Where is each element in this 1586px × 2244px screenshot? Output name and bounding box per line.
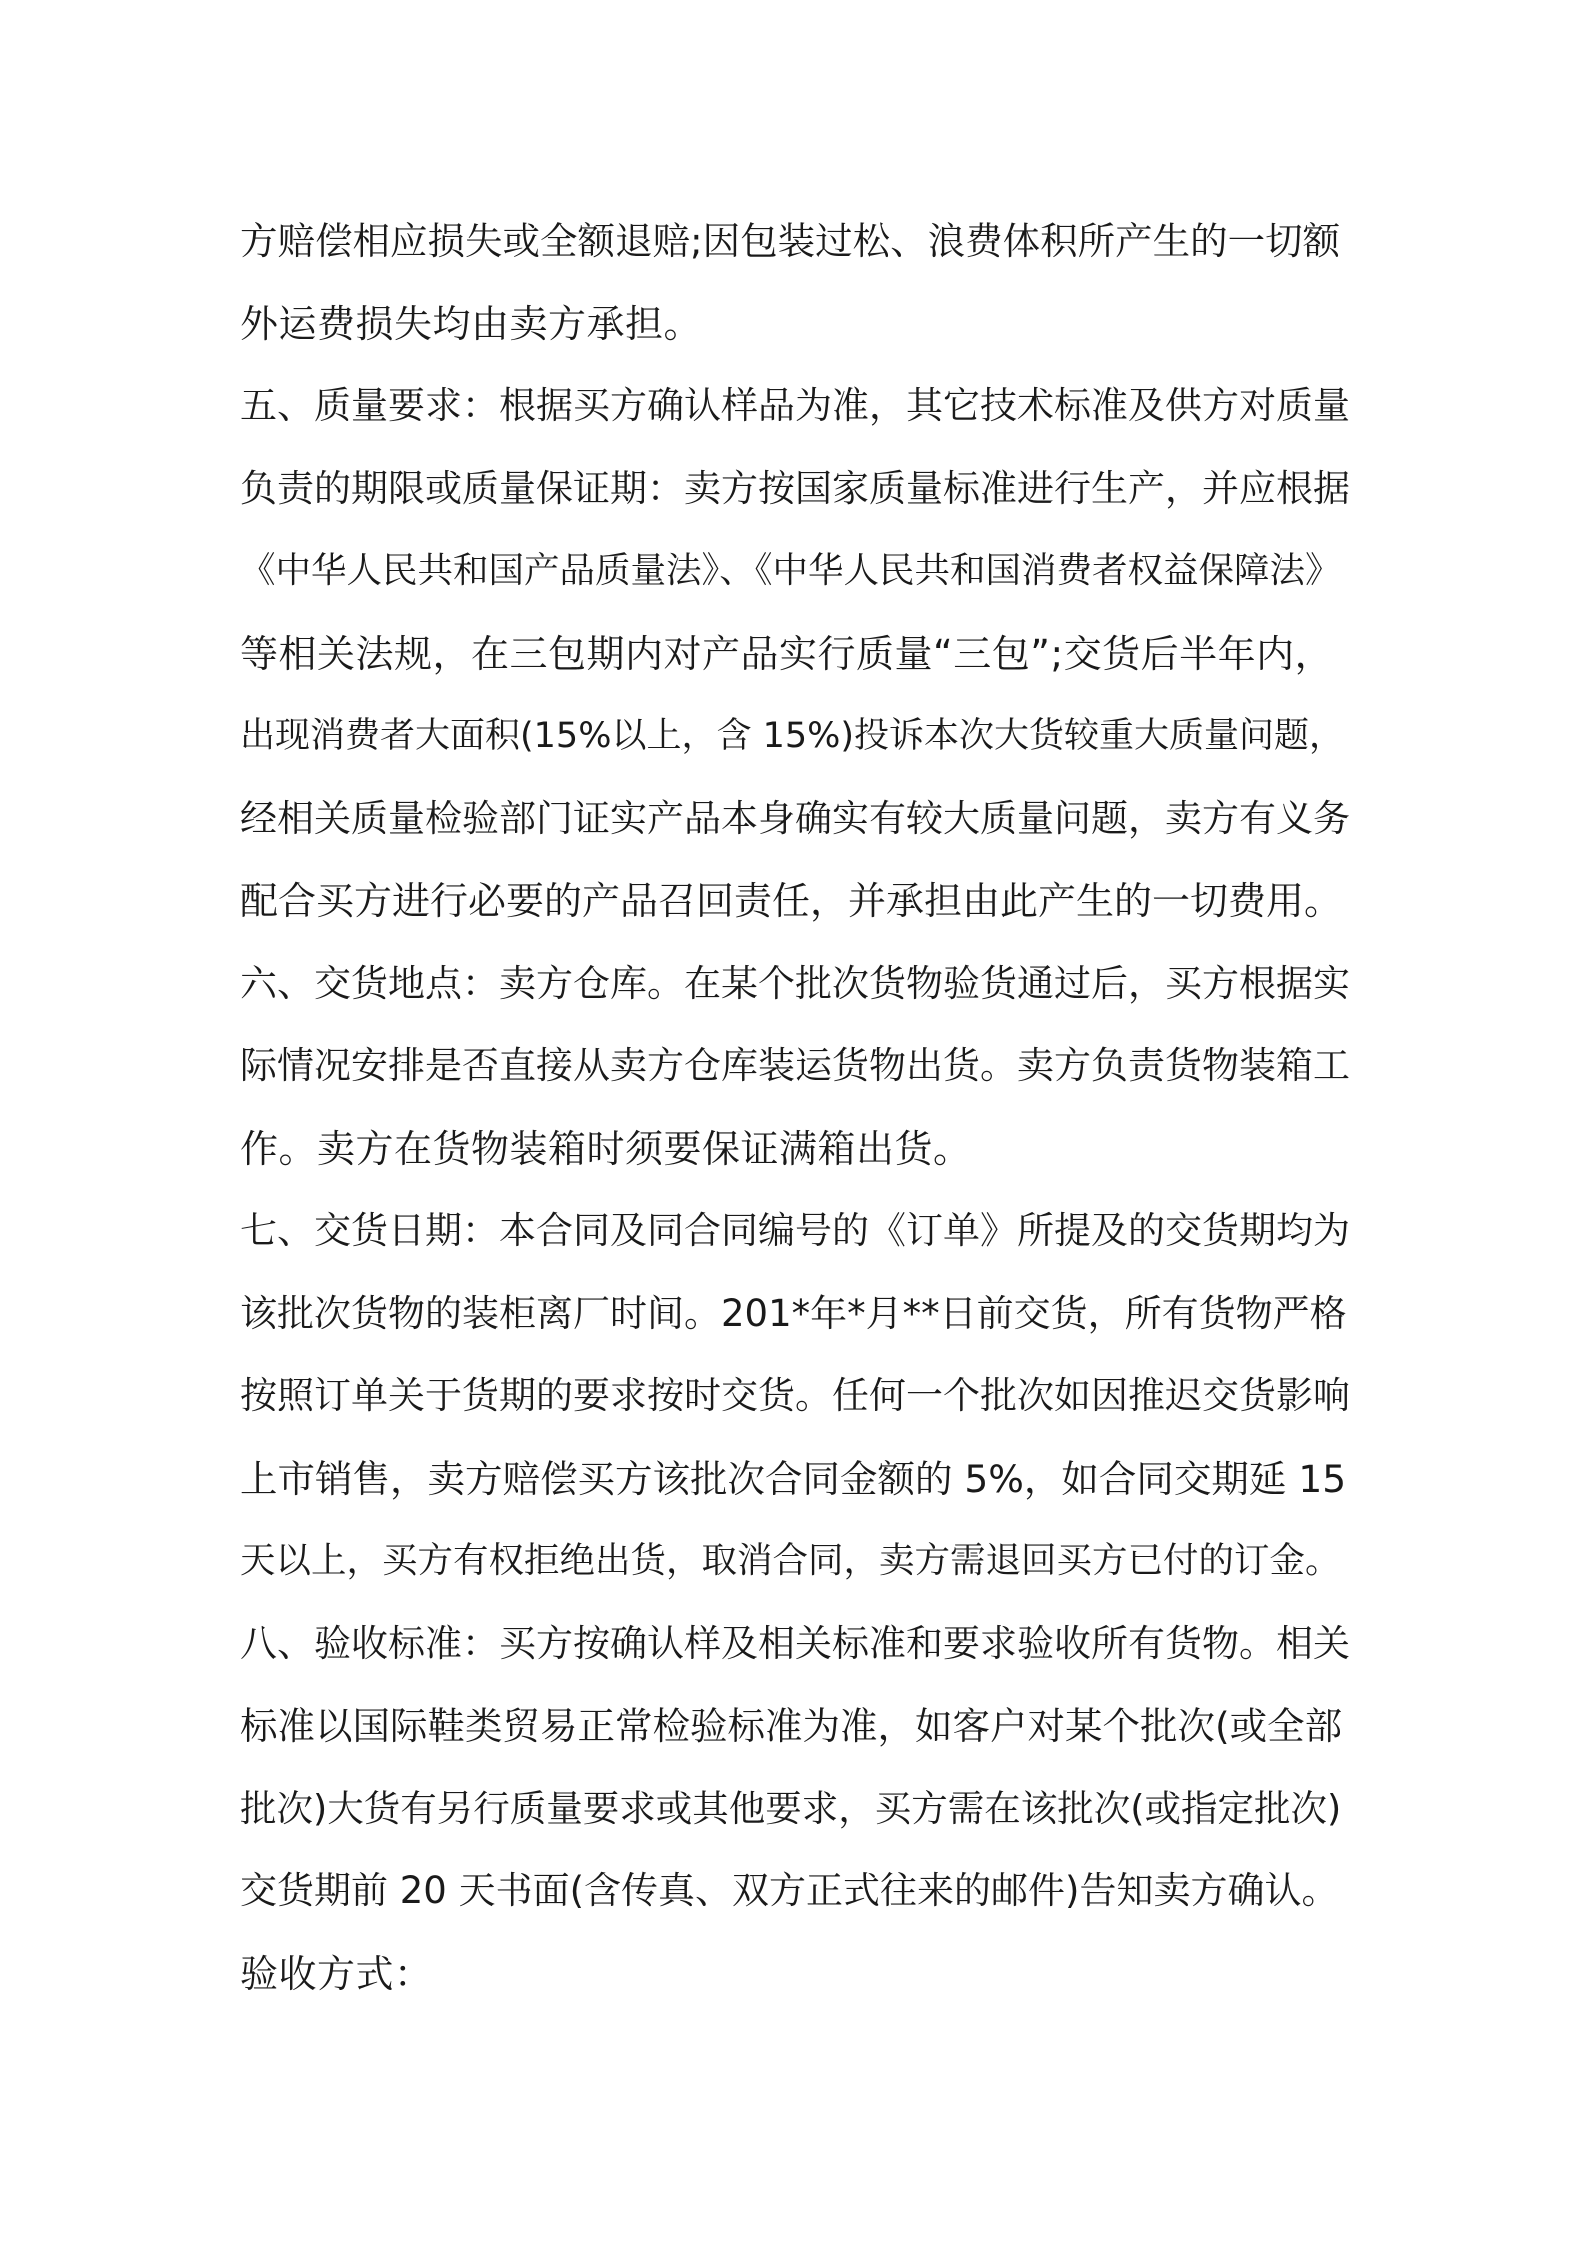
text-line: 交货期前 20 天书面(含传真、双方正式往来的邮件)告知卖方确认。 [240, 1869, 1339, 1912]
text-line: 经相关质量检验部门证实产品本身确实有较大质量问题，卖方有义务 [240, 796, 1350, 840]
text-line: 批次)大货有另行质量要求或其他要求，买方需在该批次(或指定批次) [240, 1786, 1342, 1830]
text-line: 作。卖方在货物装箱时须要保证满箱出货。 [240, 1126, 972, 1171]
section-eight-heading-line: 八、验收标准：买方按确认样及相关标准和要求验收所有货物。相关 [240, 1621, 1350, 1665]
text-line: 配合买方进行必要的产品召回责任，并承担由此产生的一切费用。 [240, 879, 1343, 923]
text-line: 《中华人民共和国产品质量法》、《中华人民共和国消费者权益保障法》 [240, 550, 1341, 591]
text-line: 等相关法规，在三包期内对产品实行质量“三包”;交货后半年内， [240, 631, 1334, 676]
text-line: 负责的期限或质量保证期：卖方按国家质量标准进行生产，并应根据 [240, 466, 1350, 510]
document-body [240, 200, 1350, 2015]
text-line: 方赔偿相应损失或全额退赔;因包装过松、浪费体积所产生的一切额 [240, 219, 1341, 263]
section-six-heading-line: 六、交货地点：卖方仓库。在某个批次货物验货通过后，买方根据实 [240, 961, 1350, 1005]
text-line: 外运费损失均由卖方承担。 [240, 301, 703, 346]
text-line: 该批次货物的装柜离厂时间。201*年*月**日前交货，所有货物严格 [240, 1291, 1347, 1335]
text-line: 出现消费者大面积(15%以上，含 15%)投诉本次大货较重大质量问题， [240, 716, 1345, 756]
text-line: 上市销售，卖方赔偿买方该批次合同金额的 5%，如合同交期延 15 [240, 1456, 1347, 1501]
text-line: 际情况安排是否直接从卖方仓库装运货物出货。卖方负责货物装箱工 [240, 1044, 1350, 1087]
section-five-heading-line: 五、质量要求：根据买方确认样品为准，其它技术标准及供方对质量 [240, 384, 1350, 427]
text-line: 标准以国际鞋类贸易正常检验标准为准，如客户对某个批次(或全部 [240, 1704, 1343, 1748]
text-line: 按照订单关于货期的要求按时交货。任何一个批次如因推迟交货影响 [240, 1374, 1350, 1417]
text-line: 天以上，买方有权拒绝出货，取消合同，卖方需退回买方已付的订金。 [240, 1540, 1341, 1581]
section-seven-heading-line: 七、交货日期：本合同及同合同编号的《订单》所提及的交货期均为 [240, 1209, 1350, 1252]
inspection-method-line: 验收方式： [240, 1951, 433, 1996]
